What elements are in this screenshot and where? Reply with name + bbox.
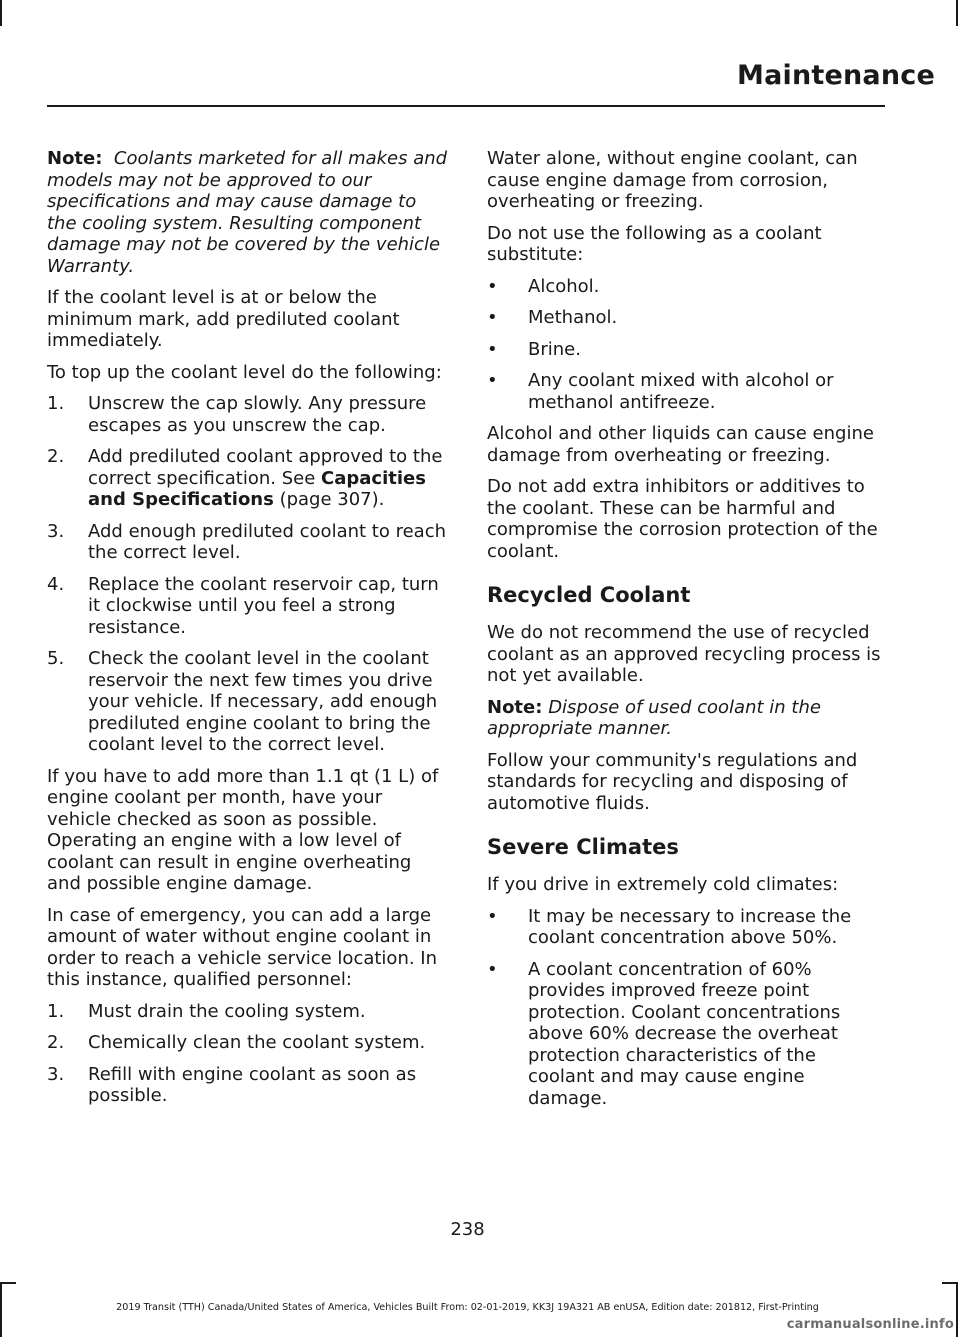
- bullet-icon: •: [487, 275, 498, 297]
- page-reference: (page 307).: [273, 489, 385, 510]
- bullet-text: Any coolant mixed with alcohol or methanol antifreeze.: [528, 370, 834, 413]
- step-number: 1.: [47, 393, 65, 414]
- page-title: Maintenance: [737, 60, 935, 91]
- list-item: [47, 1032, 449, 1054]
- paragraph: If you have to add more than 1.1 qt (1 L) of engine coolant per month, have your vehicle checked as soon as possible. Operating an engine with a low level of coolant can result in engine overheating and possible engine damage.: [47, 765, 439, 894]
- right-column: [487, 148, 885, 1119]
- paragraph: Follow your community's regulations and standards for recycling and disposing of automotive fluids.: [487, 749, 858, 814]
- bullet-text: A coolant concentration of 60% provides improved freeze point protection. Coolant concentrations above 60% decrease the overheat protection characteristics of the coolant and may cause engine damage.: [528, 958, 841, 1109]
- list-item: [47, 521, 449, 564]
- bullet-icon: •: [487, 338, 498, 360]
- step-text: Refill with engine coolant as soon as possible.: [88, 1063, 417, 1106]
- crop-mark-bottom-left-horizontal: [0, 1282, 16, 1284]
- bullet-icon: •: [487, 958, 498, 980]
- step-text: Chemically clean the coolant system.: [88, 1032, 426, 1053]
- list-item: [487, 906, 885, 949]
- crop-mark-top-right-vertical: [956, 0, 958, 26]
- bullet-text: It may be necessary to increase the coolant concentration above 50%.: [528, 905, 852, 948]
- step-text: Check the coolant level in the coolant reservoir the next few times you drive your vehicle. If necessary, add enough prediluted engine coolant to bring the coolant level to the correct level.: [88, 648, 438, 755]
- paragraph: Do not use the following as a coolant substitute:: [487, 222, 822, 265]
- bullet-text: Brine.: [528, 338, 581, 360]
- paragraph: Water alone, without engine coolant, can cause engine damage from corrosion, overheating or freezing.: [487, 148, 858, 212]
- step-number: 2.: [47, 446, 65, 467]
- list-item: [47, 574, 449, 639]
- paragraph: Alcohol and other liquids can cause engine damage from overheating or freezing.: [487, 423, 874, 466]
- step-text: Add prediluted coolant approved to the correct specification. See: [88, 446, 443, 489]
- paragraph: Do not add extra inhibitors or additives to the coolant. These can be harmful and compromise the corrosion protection of the coolant.: [487, 476, 878, 562]
- bullet-text: Methanol.: [528, 307, 618, 328]
- note-label: Note:: [487, 696, 543, 718]
- top-up-steps-list: [47, 393, 449, 756]
- step-text: Replace the coolant reservoir cap, turn it clockwise until you feel a strong resistance.: [88, 573, 439, 638]
- capacities-specifications-link[interactable]: Capacities and Specifications: [88, 467, 426, 510]
- list-item: [47, 1064, 449, 1107]
- note-dispose: [487, 697, 885, 740]
- bullet-icon: •: [487, 905, 498, 927]
- paragraph: If you drive in extremely cold climates:: [487, 874, 839, 895]
- list-item: [487, 370, 885, 413]
- note-label: Note:: [47, 148, 103, 169]
- step-number: 3.: [47, 520, 65, 542]
- list-item: [487, 276, 885, 298]
- paragraph: In case of emergency, you can add a large amount of water without engine coolant in order to reach a vehicle service location. In this instance, qualified personnel:: [47, 904, 438, 990]
- left-column: [47, 148, 449, 1117]
- step-number: 3.: [47, 1063, 65, 1085]
- list-item: [47, 648, 449, 756]
- list-item: [47, 393, 449, 436]
- note-text: Coolants marketed for all makes and models may not be approved to our specifications and may cause damage to the cooling system. Resulting component damage may not be covered by the vehicle Warranty.: [47, 148, 448, 277]
- substitute-bullet-list: [487, 276, 885, 414]
- step-number: 1.: [47, 1000, 65, 1022]
- paragraph: We do not recommend the use of recycled coolant as an approved recycling process is not yet available.: [487, 622, 881, 686]
- note-coolants: [47, 148, 449, 277]
- crop-mark-top-left-vertical: [0, 0, 2, 26]
- list-item: [487, 339, 885, 361]
- list-item: [487, 307, 885, 329]
- paragraph: If the coolant level is at or below the minimum mark, add prediluted coolant immediately.: [47, 287, 400, 351]
- emergency-steps-list: [47, 1001, 449, 1107]
- step-number: 2.: [47, 1032, 65, 1053]
- step-text: Must drain the cooling system.: [88, 1000, 366, 1022]
- list-item: [47, 446, 449, 511]
- note-text: Dispose of used coolant in the appropriate manner.: [487, 696, 821, 739]
- list-item: [487, 959, 885, 1110]
- page-number: 238: [450, 1219, 485, 1240]
- step-number: 5.: [47, 648, 65, 669]
- paragraph: To top up the coolant level do the following:: [47, 361, 442, 383]
- list-item: [47, 1001, 449, 1023]
- bullet-icon: •: [487, 307, 498, 328]
- step-text: Add enough prediluted coolant to reach the correct level.: [88, 520, 446, 563]
- bullet-icon: •: [487, 370, 498, 391]
- bullet-text: Alcohol.: [528, 275, 600, 297]
- section-heading-severe-climates: Severe Climates: [487, 835, 679, 859]
- header-divider: [47, 105, 885, 107]
- step-number: 4.: [47, 573, 65, 595]
- footer-edition-info: 2019 Transit (TTH) Canada/United States of America, Vehicles Built From: 02-01-2019, KK3J 19A321 AB enUSA, Edition date: 201812, First-Printing: [116, 1302, 819, 1313]
- section-heading-recycled-coolant: Recycled Coolant: [487, 583, 691, 607]
- crop-mark-bottom-right-vertical: [956, 1282, 958, 1337]
- crop-mark-bottom-right-horizontal: [942, 1282, 958, 1284]
- step-text: Unscrew the cap slowly. Any pressure escapes as you unscrew the cap.: [88, 393, 427, 436]
- cold-climate-bullet-list: [487, 906, 885, 1110]
- watermark: carmanualsonline.info: [786, 1317, 954, 1332]
